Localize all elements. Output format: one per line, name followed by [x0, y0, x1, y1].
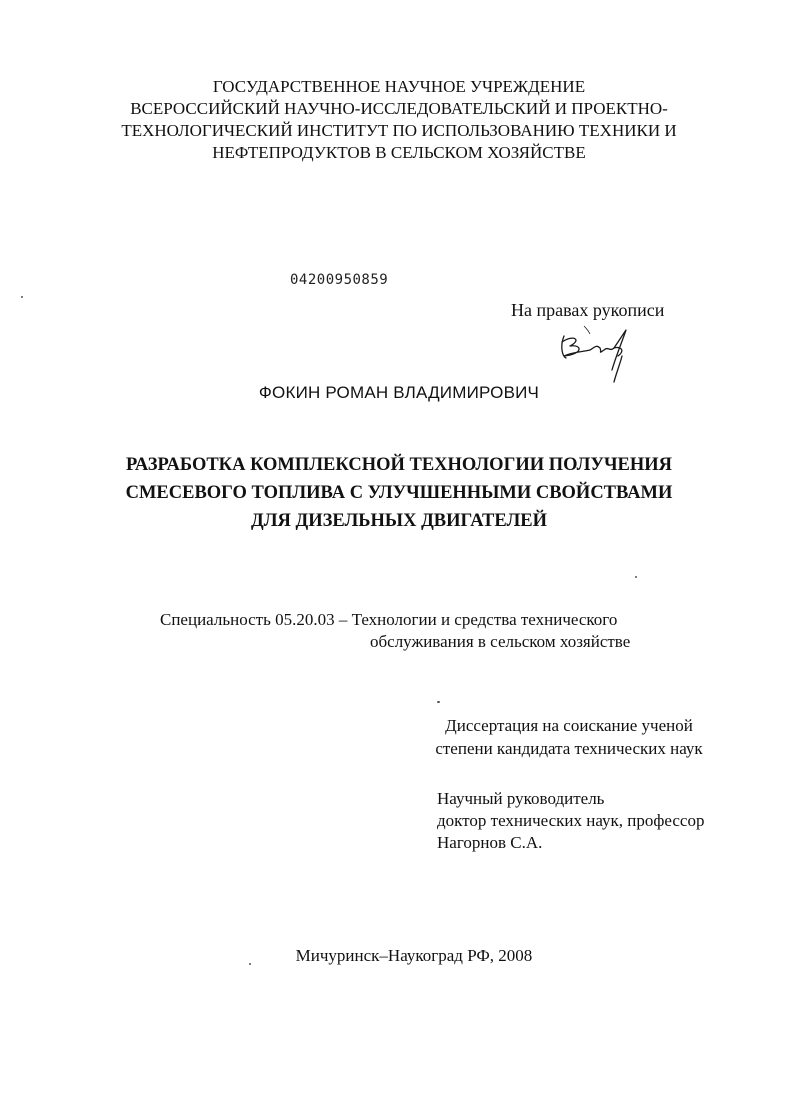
specialty-line-1: Специальность 05.20.03 – Технологии и средства технического: [160, 610, 618, 629]
place-and-year: Мичуринск–Наукоград РФ, 2008: [295, 946, 533, 965]
advisor-line: Научный руководитель: [437, 789, 605, 808]
degree-line-2: степени кандидата технических наук: [435, 739, 703, 758]
institution-line: ТЕХНОЛОГИЧЕСКИЙ ИНСТИТУТ ПО ИСПОЛЬЗОВАНИЮ ТЕХНИКИ И: [121, 121, 677, 140]
institution-line: ВСЕРОССИЙСКИЙ НАУЧНО-ИССЛЕДОВАТЕЛЬСКИЙ И ПРОЕКТНО-: [130, 99, 668, 118]
title-line: ДЛЯ ДИЗЕЛЬНЫХ ДВИГАТЕЛЕЙ: [251, 511, 547, 531]
institution-line: ГОСУДАРСТВЕННОЕ НАУЧНОЕ УЧРЕЖДЕНИЕ: [212, 77, 586, 96]
title-line: СМЕСЕВОГО ТОПЛИВА С УЛУЧШЕННЫМИ СВОЙСТВАМИ: [125, 483, 673, 503]
author-name: ФОКИН РОМАН ВЛАДИМИРОВИЧ: [258, 383, 540, 402]
advisor-line: Нагорнов С.А.: [437, 833, 543, 852]
author-signature: [556, 322, 646, 384]
institution-header: [0, 76, 798, 164]
scientific-advisor: [437, 788, 704, 854]
scan-speck: [437, 701, 440, 703]
specialty-line-2: обслуживания в сельском хозяйстве: [370, 632, 631, 651]
scan-speck: [21, 296, 23, 298]
institution-line: НЕФТЕПРОДУКТОВ В СЕЛЬСКОМ ХОЗЯЙСТВЕ: [212, 143, 586, 162]
degree-line-1: Диссертация на соискание ученой: [445, 716, 693, 735]
dissertation-degree: [414, 714, 724, 760]
scan-speck: [635, 576, 637, 578]
serial-number: 04200950859: [290, 272, 389, 288]
manuscript-rights-note: На правах рукописи: [511, 300, 665, 320]
scan-speck: [249, 963, 251, 965]
advisor-line: доктор технических наук, профессор: [437, 811, 705, 830]
title-line: РАЗРАБОТКА КОМПЛЕКСНОЙ ТЕХНОЛОГИИ ПОЛУЧЕНИЯ: [125, 455, 673, 475]
dissertation-title: [0, 451, 798, 535]
